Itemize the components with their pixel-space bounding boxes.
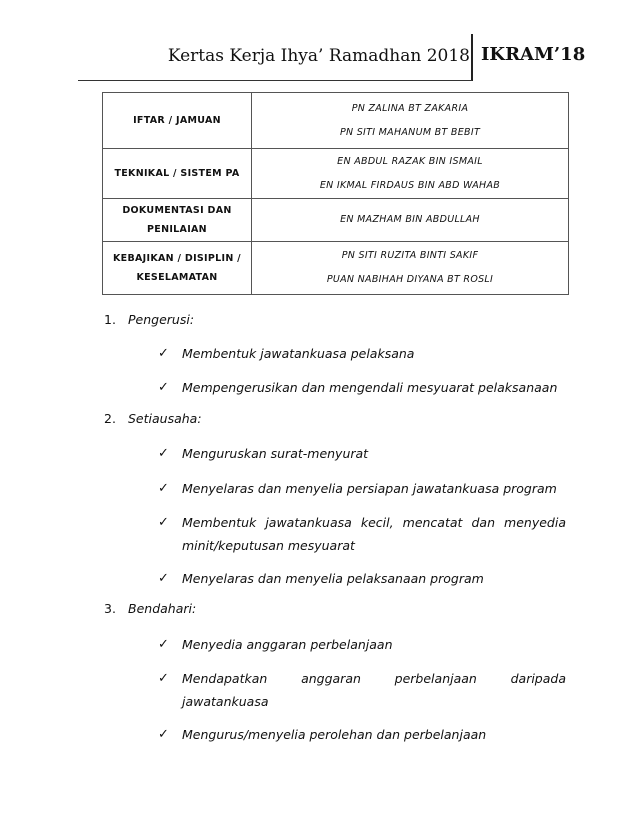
member-name: EN MAZHAM BIN ABDULLAH <box>340 214 480 225</box>
role-label: IFTAR / JAMUAN <box>133 115 221 126</box>
table-row <box>103 199 569 242</box>
role-label: PENILAIAN <box>147 224 207 235</box>
duty-title: Setiausaha: <box>128 411 202 426</box>
role-label: KEBAJIKAN / DISIPLIN / <box>113 253 241 264</box>
checkmark-icon: ✓ <box>158 515 169 530</box>
table-row <box>103 93 569 149</box>
names-cell <box>252 199 569 242</box>
list-item <box>158 442 566 465</box>
checkmark-icon: ✓ <box>158 637 169 652</box>
role-cell <box>103 242 252 295</box>
list-item <box>158 667 566 713</box>
checkmark-icon: ✓ <box>158 481 169 496</box>
duty-number: 2. <box>104 411 116 426</box>
names-cell <box>252 93 569 149</box>
duty-title: Pengerusi: <box>128 312 195 327</box>
checkmark-icon: ✓ <box>158 446 169 461</box>
names-cell <box>252 242 569 295</box>
list-item-text: Menyelaras dan menyelia pelaksanaan program <box>182 571 484 586</box>
header-rule <box>78 80 472 81</box>
list-item <box>158 723 566 746</box>
list-item <box>158 342 566 365</box>
list-item-text: Membentuk jawatankuasa pelaksana <box>182 346 415 361</box>
role-cell <box>103 199 252 242</box>
list-item <box>158 511 566 557</box>
list-item <box>158 633 566 656</box>
committee-table <box>102 92 569 295</box>
member-name: EN ABDUL RAZAK BIN ISMAIL <box>337 155 483 167</box>
checkmark-icon: ✓ <box>158 727 169 742</box>
member-name: EN IKMAL FIRDAUS BIN ABD WAHAB <box>319 179 501 191</box>
list-item-text: Menyelaras dan menyelia persiapan jawatankuasa program <box>182 481 557 496</box>
member-name: PUAN NABIHAH DIYANA BT ROSLI <box>326 274 494 285</box>
member-name: PN SITI RUZITA BINTI SAKIF <box>341 250 479 261</box>
duty-heading <box>104 312 194 327</box>
page-header <box>0 34 638 82</box>
list-item <box>158 567 566 590</box>
duty-heading <box>104 411 202 426</box>
document-title: Kertas Kerja Ihya’ Ramadhan 2018 <box>167 46 470 66</box>
list-item-text: Membentuk jawatankuasa kecil, mencatat dan menyedia minit/keputusan mesyuarat <box>182 515 566 553</box>
list-item <box>158 376 566 399</box>
duty-heading <box>104 601 196 616</box>
header-brand: IKRAM’18 <box>481 44 586 65</box>
list-item <box>158 477 566 500</box>
list-item-text: Menguruskan surat-menyurat <box>182 446 369 461</box>
checkmark-icon: ✓ <box>158 671 169 686</box>
role-cell <box>103 149 252 199</box>
duty-title: Bendahari: <box>128 601 197 616</box>
names-cell <box>252 149 569 199</box>
role-label: TEKNIKAL / SISTEM PA <box>114 168 240 179</box>
list-item-text: Mempengerusikan dan mengendali mesyuarat pelaksanaan <box>182 380 558 395</box>
role-label: KESELAMATAN <box>136 272 218 283</box>
list-item-text: Mengurus/menyelia perolehan dan perbelanjaan <box>182 727 487 742</box>
role-cell <box>103 93 252 149</box>
member-name: PN ZALINA BT ZAKARIA <box>351 102 469 114</box>
checkmark-icon: ✓ <box>158 380 169 395</box>
checkmark-icon: ✓ <box>158 346 169 361</box>
checkmark-icon: ✓ <box>158 571 169 586</box>
table-row <box>103 242 569 295</box>
member-name: PN SITI MAHANUM BT BEBIT <box>339 126 481 138</box>
list-item-text: Mendapatkan anggaran perbelanjaan daripada jawatankuasa <box>182 671 566 709</box>
role-label: DOKUMENTASI DAN <box>122 205 232 216</box>
duty-number: 3. <box>104 601 116 616</box>
header-divider <box>471 34 473 81</box>
duty-number: 1. <box>104 312 116 327</box>
list-item-text: Menyedia anggaran perbelanjaan <box>182 637 393 652</box>
table-row <box>103 149 569 199</box>
